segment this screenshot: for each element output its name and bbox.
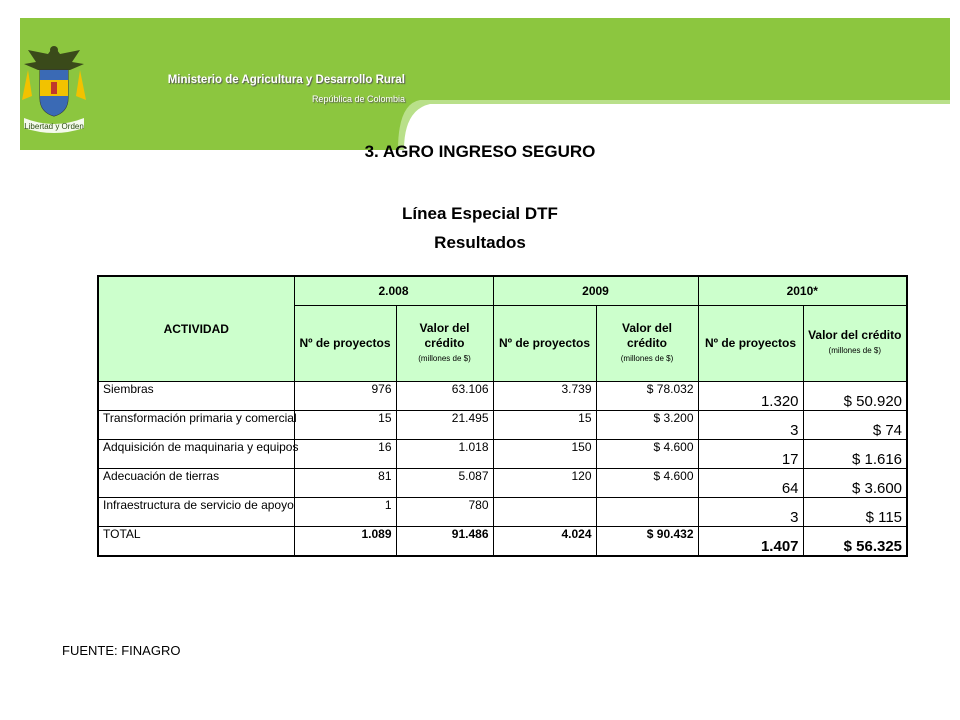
cell-projects-2010: 1.320 [698, 381, 803, 410]
cell-projects-2009 [493, 497, 596, 526]
cell-projects-2010: 64 [698, 468, 803, 497]
cell-value-2008: 91.486 [396, 526, 493, 556]
cell-value-2008: 780 [396, 497, 493, 526]
table-row-total [98, 526, 907, 556]
header-value-2010: Valor del crédito (millones de $) [803, 305, 907, 381]
logo-motto: Libertad y Orden [24, 122, 84, 131]
cell-value-2010: $ 56.325 [803, 526, 907, 556]
subtitle-line: Línea Especial DTF [402, 204, 558, 223]
cell-value-2008: 5.087 [396, 468, 493, 497]
cell-value-2009: $ 4.600 [596, 439, 698, 468]
table-row [98, 497, 907, 526]
cell-value-2010: $ 50.920 [803, 381, 907, 410]
cell-value-2010: $ 74 [803, 410, 907, 439]
header-projects-2008: Nº de proyectos [294, 305, 396, 381]
cell-actividad: TOTAL [98, 526, 294, 556]
header-value-2008: Valor del crédito (millones de $) [396, 305, 493, 381]
cell-projects-2008: 15 [294, 410, 396, 439]
ministry-name: Ministerio de Agricultura y Desarrollo Rural [167, 74, 405, 86]
table-row [98, 468, 907, 497]
cell-projects-2010: 3 [698, 497, 803, 526]
header-year-2008: 2.008 [294, 276, 493, 305]
cell-actividad: Infraestructura de servicio de apoyo [98, 497, 294, 526]
cell-value-2008: 21.495 [396, 410, 493, 439]
republic-name: República de Colombia [311, 94, 405, 104]
header-projects-2010: Nº de proyectos [698, 305, 803, 381]
cell-projects-2010: 3 [698, 410, 803, 439]
results-table [97, 275, 908, 557]
cell-projects-2008: 81 [294, 468, 396, 497]
cell-value-2008: 1.018 [396, 439, 493, 468]
header-value-2009: Valor del crédito (millones de $) [596, 305, 698, 381]
cell-value-2008: 63.106 [396, 381, 493, 410]
section-title: 3. AGRO INGRESO SEGURO [364, 142, 596, 161]
subtitle-results: Resultados [434, 233, 526, 252]
cell-projects-2008: 976 [294, 381, 396, 410]
cell-projects-2009: 4.024 [493, 526, 596, 556]
cell-projects-2009: 3.739 [493, 381, 596, 410]
cell-projects-2009: 120 [493, 468, 596, 497]
cell-projects-2009: 15 [493, 410, 596, 439]
header-projects-2009: Nº de proyectos [493, 305, 596, 381]
header-year-2009: 2009 [493, 276, 698, 305]
cell-actividad: Adecuación de tierras [98, 468, 294, 497]
source-note: FUENTE: FINAGRO [62, 643, 181, 658]
table-row [98, 410, 907, 439]
table-row [98, 439, 907, 468]
cell-value-2009: $ 90.432 [596, 526, 698, 556]
cell-value-2010: $ 3.600 [803, 468, 907, 497]
header-year-2010: 2010* [698, 276, 907, 305]
table-row [98, 381, 907, 410]
cell-projects-2008: 1.089 [294, 526, 396, 556]
cell-projects-2010: 1.407 [698, 526, 803, 556]
cell-value-2009: $ 78.032 [596, 381, 698, 410]
coat-of-arms-logo [14, 40, 94, 140]
header-actividad: ACTIVIDAD [98, 276, 294, 381]
cell-value-2010: $ 1.616 [803, 439, 907, 468]
cell-value-2009 [596, 497, 698, 526]
cell-actividad: Transformación primaria y comercial [98, 410, 294, 439]
cell-value-2009: $ 4.600 [596, 468, 698, 497]
cell-projects-2008: 1 [294, 497, 396, 526]
cell-projects-2009: 150 [493, 439, 596, 468]
cell-value-2009: $ 3.200 [596, 410, 698, 439]
cell-actividad: Siembras [98, 381, 294, 410]
cell-projects-2010: 17 [698, 439, 803, 468]
cell-value-2010: $ 115 [803, 497, 907, 526]
cell-projects-2008: 16 [294, 439, 396, 468]
cell-actividad: Adquisición de maquinaria y equipos [98, 439, 294, 468]
